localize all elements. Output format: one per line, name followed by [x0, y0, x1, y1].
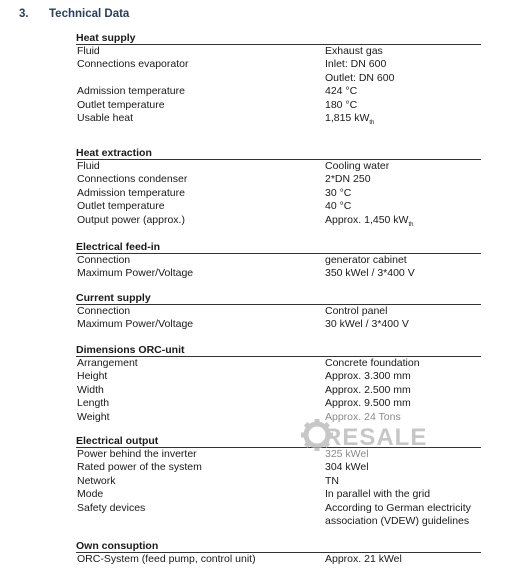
row-label: Length: [77, 397, 110, 410]
row-value: [325, 214, 413, 233]
row-value: [325, 112, 374, 131]
section-title-heat-supply: Heat supply: [76, 33, 481, 45]
row-value: 30 °C: [325, 186, 352, 199]
row-value: 2*DN 250: [325, 173, 371, 186]
row-value: 424 °C: [325, 85, 358, 98]
row-value: 180 °C: [325, 98, 358, 111]
table-row: [76, 58, 481, 85]
dimensions-section: [76, 345, 481, 424]
row-label: Connections evaporator: [77, 58, 189, 71]
row-value: [325, 502, 471, 529]
table-row: [76, 214, 481, 227]
section-title-electrical-output: Electrical output: [76, 436, 481, 448]
row-value: In parallel with the grid: [325, 488, 431, 501]
row-value-main: Approx. 1,450 kW: [325, 213, 409, 226]
section-title: Technical Data: [49, 8, 130, 20]
row-label: Mode: [77, 488, 104, 501]
row-value: 40 °C: [325, 200, 352, 213]
row-label: Usable heat: [77, 111, 134, 124]
row-value: TN: [325, 474, 339, 487]
table-row: [76, 200, 481, 213]
row-label: Height: [77, 370, 108, 383]
table-row: [76, 267, 481, 280]
table-row: [76, 160, 481, 173]
table-row: [76, 112, 481, 125]
own-consumption-section: [76, 541, 481, 566]
table-row: [76, 384, 481, 397]
row-value-line: Outlet: DN 600: [325, 71, 395, 84]
row-value: Approx. 3.300 mm: [325, 370, 411, 383]
table-row: [76, 45, 481, 58]
row-value: 325 kWel: [325, 448, 369, 460]
row-label: Arrangement: [77, 357, 138, 369]
row-value: [325, 58, 394, 85]
row-value: Approx. 24 Tons: [325, 410, 401, 423]
row-label: Power behind the inverter: [77, 448, 197, 460]
table-row: [76, 475, 481, 488]
row-label: Network: [77, 474, 116, 487]
section-heading: [19, 8, 129, 20]
heat-extraction-section: [76, 148, 481, 227]
row-label: Fluid: [77, 45, 100, 57]
watermark-text: RESALE: [324, 424, 428, 451]
section-title-own-consumption: Own consuption: [76, 541, 481, 553]
section-title-heat-extraction: Heat extraction: [76, 148, 481, 160]
row-label: Connection: [77, 254, 131, 266]
section-title-dimensions: Dimensions ORC-unit: [76, 345, 481, 357]
row-label: Outlet temperature: [77, 200, 165, 213]
table-row: [76, 85, 481, 98]
row-value: 350 kWel / 3*400 V: [325, 267, 415, 280]
row-label: Weight: [77, 410, 110, 423]
section-title-current-supply: Current supply: [76, 293, 481, 305]
table-row: [76, 357, 481, 370]
resale-watermark-logo: [300, 418, 435, 452]
row-label: Maximum Power/Voltage: [77, 318, 194, 331]
row-label: ORC-System (feed pump, control unit): [77, 553, 256, 565]
row-label: Width: [77, 383, 104, 396]
table-row: [76, 397, 481, 410]
table-row: [76, 553, 481, 566]
row-value-line: Inlet: DN 600: [325, 58, 387, 71]
row-value-line: association (VDEW) guidelines: [325, 514, 470, 527]
table-row: [76, 254, 481, 267]
row-value: Cooling water: [325, 160, 390, 172]
row-value: Approx. 21 kWel: [325, 553, 402, 565]
row-label: Rated power of the system: [77, 461, 202, 474]
section-title-electrical-feed-in: Electrical feed-in: [76, 242, 481, 254]
row-value: Approx. 9.500 mm: [325, 397, 411, 410]
section-number: 3.: [19, 8, 29, 20]
row-value: 304 kWel: [325, 461, 369, 474]
row-value-main: 1,815 kW: [325, 111, 370, 124]
row-label: Fluid: [77, 160, 100, 172]
table-row: [76, 318, 481, 331]
row-value-line: According to German electricity: [325, 501, 471, 514]
table-row: [76, 370, 481, 383]
table-row: [76, 502, 481, 529]
table-row: [76, 187, 481, 200]
row-label: Connections condenser: [77, 173, 188, 186]
table-row: [76, 305, 481, 318]
row-value: generator cabinet: [325, 254, 407, 266]
row-value: Exhaust gas: [325, 45, 383, 57]
row-value-subscript: th: [408, 221, 414, 228]
table-row: [76, 173, 481, 186]
row-label: Connection: [77, 305, 131, 317]
row-label: Outlet temperature: [77, 98, 165, 111]
electrical-feed-in-section: [76, 242, 481, 281]
row-label: Admission temperature: [77, 186, 185, 199]
row-label: Safety devices: [77, 501, 146, 514]
heat-supply-section: [76, 33, 481, 125]
table-row: [76, 461, 481, 474]
current-supply-section: [76, 293, 481, 332]
table-row: [76, 99, 481, 112]
row-value: Approx. 2.500 mm: [325, 383, 411, 396]
row-label: Output power (approx.): [77, 213, 185, 226]
row-label: Admission temperature: [77, 85, 185, 98]
row-value: Concrete foundation: [325, 357, 420, 369]
row-value-subscript: th: [369, 120, 375, 127]
row-label: Maximum Power/Voltage: [77, 267, 194, 280]
row-value: 30 kWel / 3*400 V: [325, 318, 409, 331]
table-row: [76, 488, 481, 501]
row-value: Control panel: [325, 305, 388, 317]
